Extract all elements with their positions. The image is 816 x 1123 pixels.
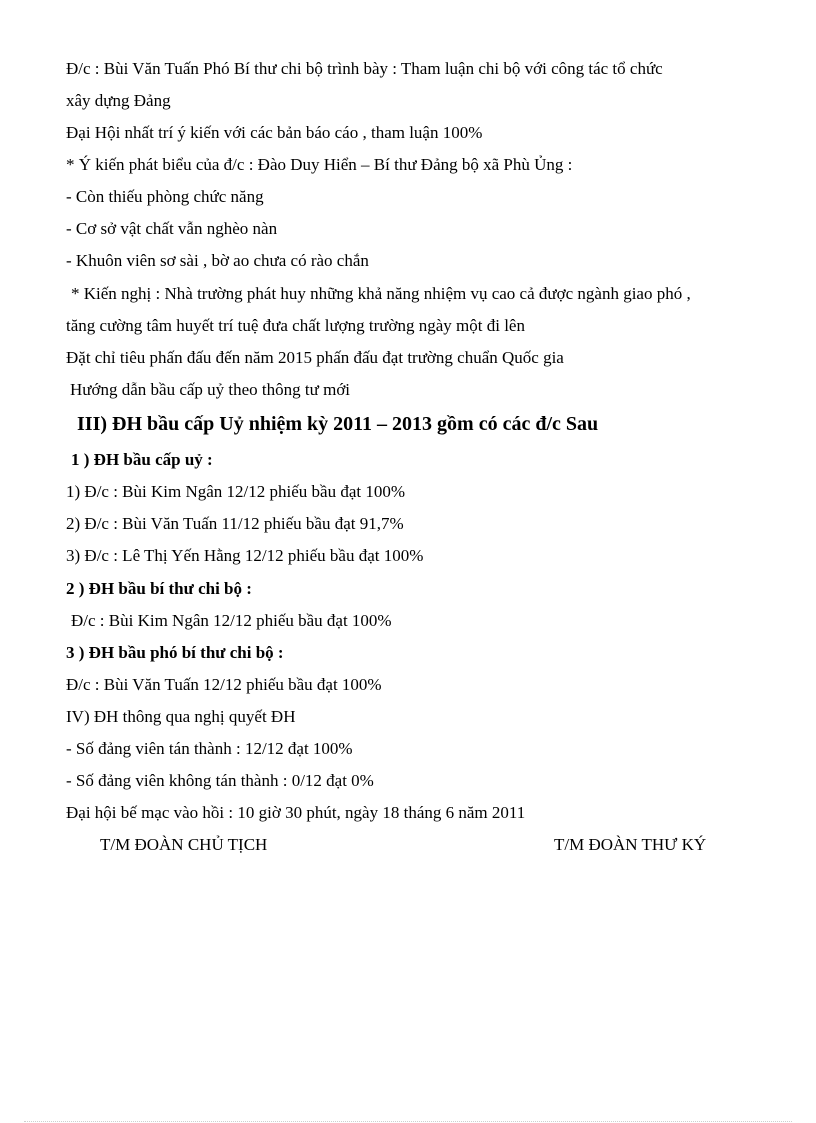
list-item: Đ/c : Bùi Kim Ngân 12/12 phiếu bầu đạt 100% bbox=[71, 611, 392, 630]
list-item: - Còn thiếu phòng chức năng bbox=[66, 187, 264, 206]
subsection-title: 3 ) ĐH bầu phó bí thư chi bộ : bbox=[66, 643, 284, 662]
list-item: 3) Đ/c : Lê Thị Yến Hằng 12/12 phiếu bầu đạt 100% bbox=[66, 546, 424, 565]
subsection-title: 1 ) ĐH bầu cấp uỷ : bbox=[71, 450, 213, 469]
paragraph-line: Đặt chỉ tiêu phấn đấu đến năm 2015 phấn đấu đạt trường chuẩn Quốc gia bbox=[66, 348, 564, 367]
list-item: Đ/c : Bùi Văn Tuấn 12/12 phiếu bầu đạt 100% bbox=[66, 675, 382, 694]
list-item: - Số đảng viên không tán thành : 0/12 đạt 0% bbox=[66, 771, 374, 790]
paragraph-line: Hướng dẫn bầu cấp uỷ theo thông tư mới bbox=[70, 380, 351, 399]
paragraph-line: xây dựng Đảng bbox=[66, 91, 171, 110]
paragraph-line: Đ/c : Bùi Văn Tuấn Phó Bí thư chi bộ trình bày : Tham luận chi bộ với công tác tổ chức bbox=[66, 59, 663, 78]
closing-line: Đại hội bế mạc vào hồi : 10 giờ 30 phút, ngày 18 tháng 6 năm 2011 bbox=[66, 803, 526, 822]
signature-left: T/M ĐOÀN CHỦ TỊCH bbox=[100, 835, 268, 854]
list-item: 2) Đ/c : Bùi Văn Tuấn 11/12 phiếu bầu đạt 91,7% bbox=[66, 514, 404, 533]
paragraph-line: tăng cường tâm huyết trí tuệ đưa chất lượng trường ngày một đi lên bbox=[66, 316, 525, 335]
paragraph-line: Đại Hội nhất trí ý kiến với các bản báo cáo , tham luận 100% bbox=[66, 123, 483, 142]
paragraph-line: * Kiến nghị : Nhà trường phát huy những khả năng nhiệm vụ cao cả được ngành giao phó , bbox=[71, 284, 691, 303]
paragraph-line: * Ý kiến phát biểu của đ/c : Đào Duy Hiển – Bí thư Đảng bộ xã Phù Ủng : bbox=[66, 155, 573, 174]
list-item: - Số đảng viên tán thành : 12/12 đạt 100% bbox=[66, 739, 353, 758]
signature-right: T/M ĐOÀN THƯ KÝ bbox=[554, 835, 707, 854]
section-heading: IV) ĐH thông qua nghị quyết ĐH bbox=[66, 707, 296, 726]
list-item: - Cơ sở vật chất vẫn nghèo nàn bbox=[66, 219, 278, 238]
subsection-title: 2 ) ĐH bầu bí thư chi bộ : bbox=[66, 579, 252, 598]
list-item: 1) Đ/c : Bùi Kim Ngân 12/12 phiếu bầu đạt 100% bbox=[66, 482, 406, 501]
page-bottom-divider bbox=[24, 1121, 792, 1122]
list-item: - Khuôn viên sơ sài , bờ ao chưa có rào chắn bbox=[66, 251, 369, 270]
section-heading: III) ĐH bầu cấp Uỷ nhiệm kỳ 2011 – 2013 gồm có các đ/c Sau bbox=[77, 413, 599, 435]
